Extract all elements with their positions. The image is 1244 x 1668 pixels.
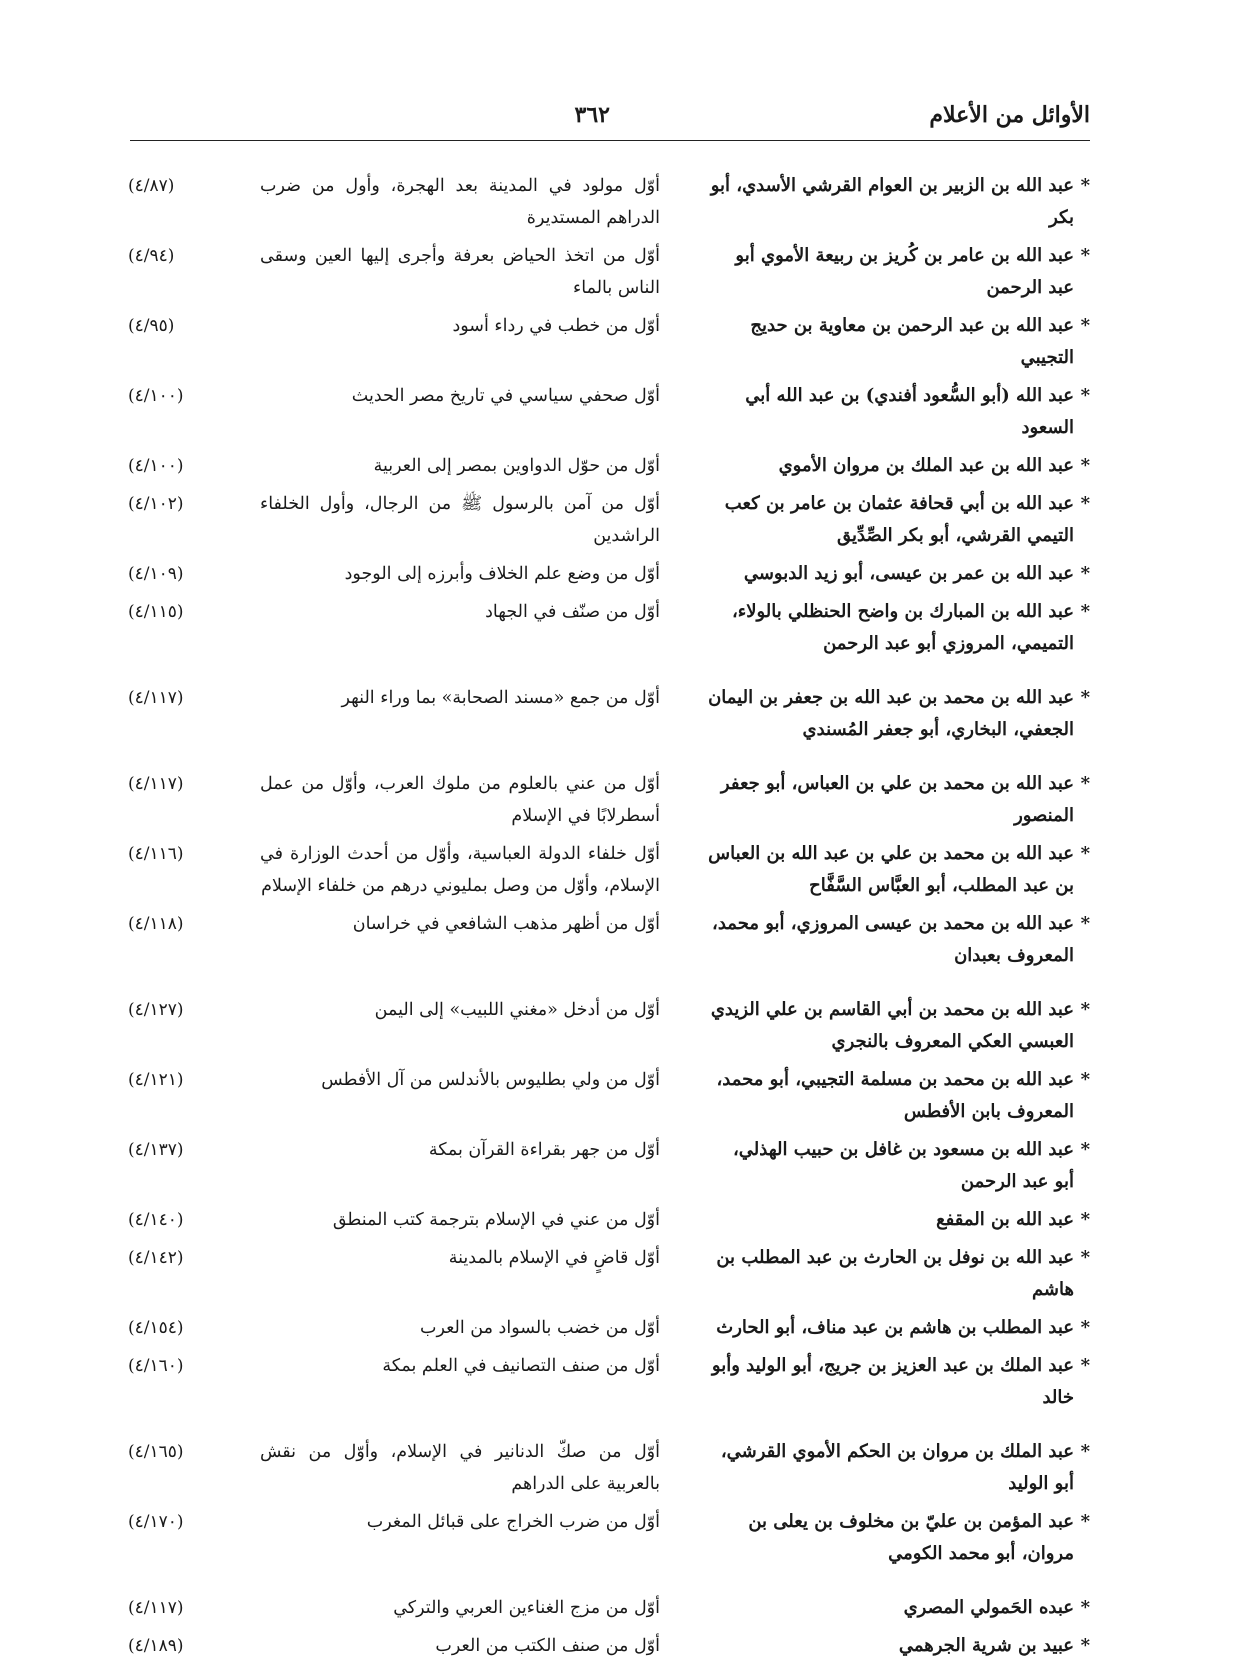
asterisk-bullet-icon: * — [1080, 1317, 1090, 1338]
entry-row — [128, 908, 1090, 972]
entry-reference: (٤/١٥٤) — [128, 1318, 184, 1338]
asterisk-bullet-icon: * — [1080, 245, 1090, 266]
entry-name — [708, 1350, 1090, 1414]
entry-name — [708, 1204, 1090, 1236]
entry-name — [708, 170, 1090, 234]
asterisk-bullet-icon: * — [1080, 687, 1090, 708]
entry-name — [708, 1134, 1090, 1198]
asterisk-bullet-icon: * — [1080, 493, 1090, 514]
asterisk-bullet-icon: * — [1080, 773, 1090, 794]
page-number: ٣٦٢ — [574, 102, 610, 128]
entry-reference: (٤/١٢١) — [128, 1070, 184, 1090]
entry-reference: (٤/١٠٩) — [128, 564, 184, 584]
entry-description: أوّل من حوّل الدواوين بمصر إلى العربية — [373, 456, 660, 476]
entry-name-text: عبد الملك بن مروان بن الحكم الأموي القرشي، أبو الوليد — [720, 1441, 1074, 1494]
asterisk-bullet-icon: * — [1080, 1247, 1090, 1268]
entry-description: أوّل من خطب في رداء أسود — [452, 316, 660, 336]
entry-reference: (٤/١٠٠) — [128, 386, 184, 406]
entry-name-text: عبد المطلب بن هاشم بن عبد مناف، أبو الحارث — [716, 1317, 1074, 1338]
entry-description: أوّل من صكّ الدنانير في الإسلام، وأوّل من نقش بالعربية على الدراهم — [260, 1442, 660, 1494]
entry-name-text: عبد الله بن محمد بن عبد الله بن جعفر بن اليمان الجعفي، البخاري، أبو جعفر المُسندي — [708, 687, 1074, 740]
entry-reference: (٤/١٠٠) — [128, 456, 184, 476]
entry-description: أوّل من عني في الإسلام بترجمة كتب المنطق — [332, 1210, 660, 1230]
asterisk-bullet-icon: * — [1080, 315, 1090, 336]
entry-description: أوّل من عني بالعلوم من ملوك العرب، وأوّل من عمل أسطرلابًا في الإسلام — [260, 774, 660, 826]
entry-reference: (٤/١١٦) — [128, 844, 184, 864]
entry-row — [128, 310, 1090, 374]
entry-name — [708, 1242, 1090, 1306]
entry-name — [708, 908, 1090, 972]
entry-name-text: عبد الله بن عامر بن كُريز بن ربيعة الأموي أبو عبد الرحمن — [735, 245, 1074, 298]
entry-row — [128, 1630, 1090, 1662]
asterisk-bullet-icon: * — [1080, 1441, 1090, 1462]
entry-description: أوّل صحفي سياسي في تاريخ مصر الحديث — [351, 386, 660, 406]
entry-name — [708, 1506, 1090, 1570]
entry-name — [708, 994, 1090, 1058]
entry-reference: (٤/١٣٧) — [128, 1140, 184, 1160]
entry-name-text: عبيد بن شرية الجرهمي — [898, 1635, 1074, 1656]
entry-row — [128, 1592, 1090, 1624]
entry-reference: (٤/٩٤) — [128, 246, 175, 266]
entry-row — [128, 1436, 1090, 1500]
entry-name-text: عبد الله بن محمد بن أبي القاسم بن علي الزيدي العبسي العكي المعروف بالنجري — [710, 999, 1074, 1052]
asterisk-bullet-icon: * — [1080, 1209, 1090, 1230]
entry-name — [708, 240, 1090, 304]
entry-name-text: عبد الله بن محمد بن مسلمة التجيبي، أبو محمد، المعروف بابن الأفطس — [716, 1069, 1074, 1122]
entry-name — [708, 450, 1090, 482]
asterisk-bullet-icon: * — [1080, 1139, 1090, 1160]
entry-description: أوّل من صنف التصانيف في العلم بمكة — [382, 1356, 660, 1376]
running-title: الأوائل من الأعلام — [929, 102, 1090, 128]
asterisk-bullet-icon: * — [1080, 999, 1090, 1020]
entry-row — [128, 596, 1090, 660]
entry-reference: (٤/١١٧) — [128, 774, 184, 794]
entry-name-text: عبد الله بن المبارك بن واضح الحنظلي بالولاء، التميمي، المروزي أبو عبد الرحمن — [731, 601, 1074, 654]
asterisk-bullet-icon: * — [1080, 1069, 1090, 1090]
entry-reference: (٤/١١٨) — [128, 914, 184, 934]
entry-row — [128, 1312, 1090, 1344]
entry-name — [708, 1436, 1090, 1500]
entry-name-text: عبد الله بن نوفل بن الحارث بن عبد المطلب بن هاشم — [716, 1247, 1074, 1300]
entry-description: أوّل من خضب بالسواد من العرب — [419, 1318, 660, 1338]
entry-description: أوّل من صنّف في الجهاد — [485, 602, 660, 622]
entry-name — [708, 1592, 1090, 1624]
entry-reference: (٤/١٦٠) — [128, 1356, 184, 1376]
entry-name-text: عبده الحَمولي المصري — [903, 1597, 1074, 1618]
entry-name — [708, 488, 1090, 552]
entry-row — [128, 450, 1090, 482]
entry-description: أوّل من اتخذ الحياض بعرفة وأجرى إليها العين وسقى الناس بالماء — [260, 246, 660, 298]
header-rule — [130, 140, 1090, 141]
entry-description: أوّل من جمع «مسند الصحابة» بما وراء النهر — [341, 688, 660, 708]
entry-name — [708, 1064, 1090, 1128]
entry-name-text: عبد الله بن عبد الرحمن بن معاوية بن حديج التجيبي — [750, 315, 1074, 368]
entry-name — [708, 310, 1090, 374]
asterisk-bullet-icon: * — [1080, 1597, 1090, 1618]
entry-name — [708, 380, 1090, 444]
entry-name-text: عبد الله بن عمر بن عيسى، أبو زيد الدبوسي — [743, 563, 1074, 584]
entry-name-text: عبد الله (أبو السُّعود أفندي) بن عبد الله أبي السعود — [745, 385, 1074, 438]
entry-row — [128, 170, 1090, 234]
entry-name-text: عبد الله بن محمد بن علي بن عبد الله بن العباس بن عبد المطلب، أبو العبَّاس السَّفَّاح — [708, 843, 1074, 896]
entry-row — [128, 1064, 1090, 1128]
entry-reference: (٤/٩٥) — [128, 316, 175, 336]
entry-name — [708, 596, 1090, 660]
entry-description: أوّل خلفاء الدولة العباسية، وأوّل من أحدث الوزارة في الإسلام، وأوّل من وصل بمليوني درهم من خلفاء الإسلام — [260, 844, 660, 896]
entry-name-text: عبد الله بن محمد بن علي بن العباس، أبو جعفر المنصور — [720, 773, 1074, 826]
entry-row — [128, 1204, 1090, 1236]
entry-description: أوّل من ضرب الخراج على قبائل المغرب — [366, 1512, 660, 1532]
entry-row — [128, 240, 1090, 304]
entry-description: أوّل من آمن بالرسول ﷺ من الرجال، وأول الخلفاء الراشدين — [260, 494, 660, 546]
entry-name — [708, 558, 1090, 590]
entry-reference: (٤/١٠٢) — [128, 494, 184, 514]
entry-name-text: عبد الله بن أبي قحافة عثمان بن عامر بن كعب التيمي القرشي، أبو بكر الصِّدِّيق — [724, 493, 1074, 546]
asterisk-bullet-icon: * — [1080, 385, 1090, 406]
asterisk-bullet-icon: * — [1080, 1635, 1090, 1656]
entry-name-text: عبد الله بن المقفع — [936, 1209, 1074, 1230]
entry-description: أوّل من ولي بطليوس بالأندلس من آل الأفطس — [321, 1070, 660, 1090]
asterisk-bullet-icon: * — [1080, 175, 1090, 196]
entry-name-text: عبد الله بن محمد بن عيسى المروزي، أبو محمد، المعروف بعبدان — [712, 913, 1074, 966]
entry-name-text: عبد الله بن عبد الملك بن مروان الأموي — [778, 455, 1074, 476]
entry-name-text: عبد الله بن مسعود بن غافل بن حبيب الهذلي، أبو عبد الرحمن — [732, 1139, 1074, 1192]
entry-reference: (٤/١١٥) — [128, 602, 184, 622]
entry-reference: (٤/١٨٩) — [128, 1636, 184, 1656]
entry-row — [128, 1506, 1090, 1570]
entry-description: أوّل من وضع علم الخلاف وأبرزه إلى الوجود — [344, 564, 660, 584]
asterisk-bullet-icon: * — [1080, 563, 1090, 584]
entry-reference: (٤/١٦٥) — [128, 1442, 184, 1462]
entry-name-text: عبد المؤمن بن عليّ بن مخلوف بن يعلى بن مروان، أبو محمد الكومي — [748, 1511, 1074, 1564]
entry-description: أوّل من أظهر مذهب الشافعي في خراسان — [352, 914, 660, 934]
entry-row — [128, 1242, 1090, 1306]
asterisk-bullet-icon: * — [1080, 1355, 1090, 1376]
entry-row — [128, 768, 1090, 832]
entry-name — [708, 682, 1090, 746]
entry-reference: (٤/٨٧) — [128, 176, 175, 196]
asterisk-bullet-icon: * — [1080, 1511, 1090, 1532]
entry-reference: (٤/١٤٠) — [128, 1210, 184, 1230]
entry-description: أوّل قاضٍ في الإسلام بالمدينة — [448, 1248, 660, 1268]
entry-name — [708, 838, 1090, 902]
entry-name — [708, 768, 1090, 832]
entry-row — [128, 838, 1090, 902]
asterisk-bullet-icon: * — [1080, 601, 1090, 622]
entry-reference: (٤/١١٧) — [128, 1598, 184, 1618]
entry-row — [128, 380, 1090, 444]
entry-description: أوّل من مزج الغناءين العربي والتركي — [393, 1598, 660, 1618]
entry-reference: (٤/١١٧) — [128, 688, 184, 708]
entry-row — [128, 488, 1090, 552]
entry-row — [128, 994, 1090, 1058]
entry-reference: (٤/١٤٢) — [128, 1248, 184, 1268]
asterisk-bullet-icon: * — [1080, 843, 1090, 864]
page-header — [130, 96, 1090, 142]
entries-list — [128, 170, 1090, 1668]
entry-description: أوّل من صنف الكتب من العرب — [435, 1636, 660, 1656]
asterisk-bullet-icon: * — [1080, 913, 1090, 934]
entry-row — [128, 1134, 1090, 1198]
asterisk-bullet-icon: * — [1080, 455, 1090, 476]
entry-row — [128, 682, 1090, 746]
entry-row — [128, 558, 1090, 590]
entry-description: أوّل مولود في المدينة بعد الهجرة، وأول من ضرب الدراهم المستديرة — [260, 176, 660, 228]
entry-reference: (٤/١٢٧) — [128, 1000, 184, 1020]
entry-reference: (٤/١٧٠) — [128, 1512, 184, 1532]
entry-name-text: عبد الله بن الزبير بن العوام القرشي الأسدي، أبو بكر — [710, 175, 1074, 228]
entry-name — [708, 1312, 1090, 1344]
entry-row — [128, 1350, 1090, 1414]
entry-name-text: عبد الملك بن عبد العزيز بن جريج، أبو الوليد وأبو خالد — [711, 1355, 1074, 1408]
entry-name — [708, 1630, 1090, 1662]
entry-description: أوّل من أدخل «مغني اللبيب» إلى اليمن — [374, 1000, 660, 1020]
entry-description: أوّل من جهر بقراءة القرآن بمكة — [428, 1140, 660, 1160]
